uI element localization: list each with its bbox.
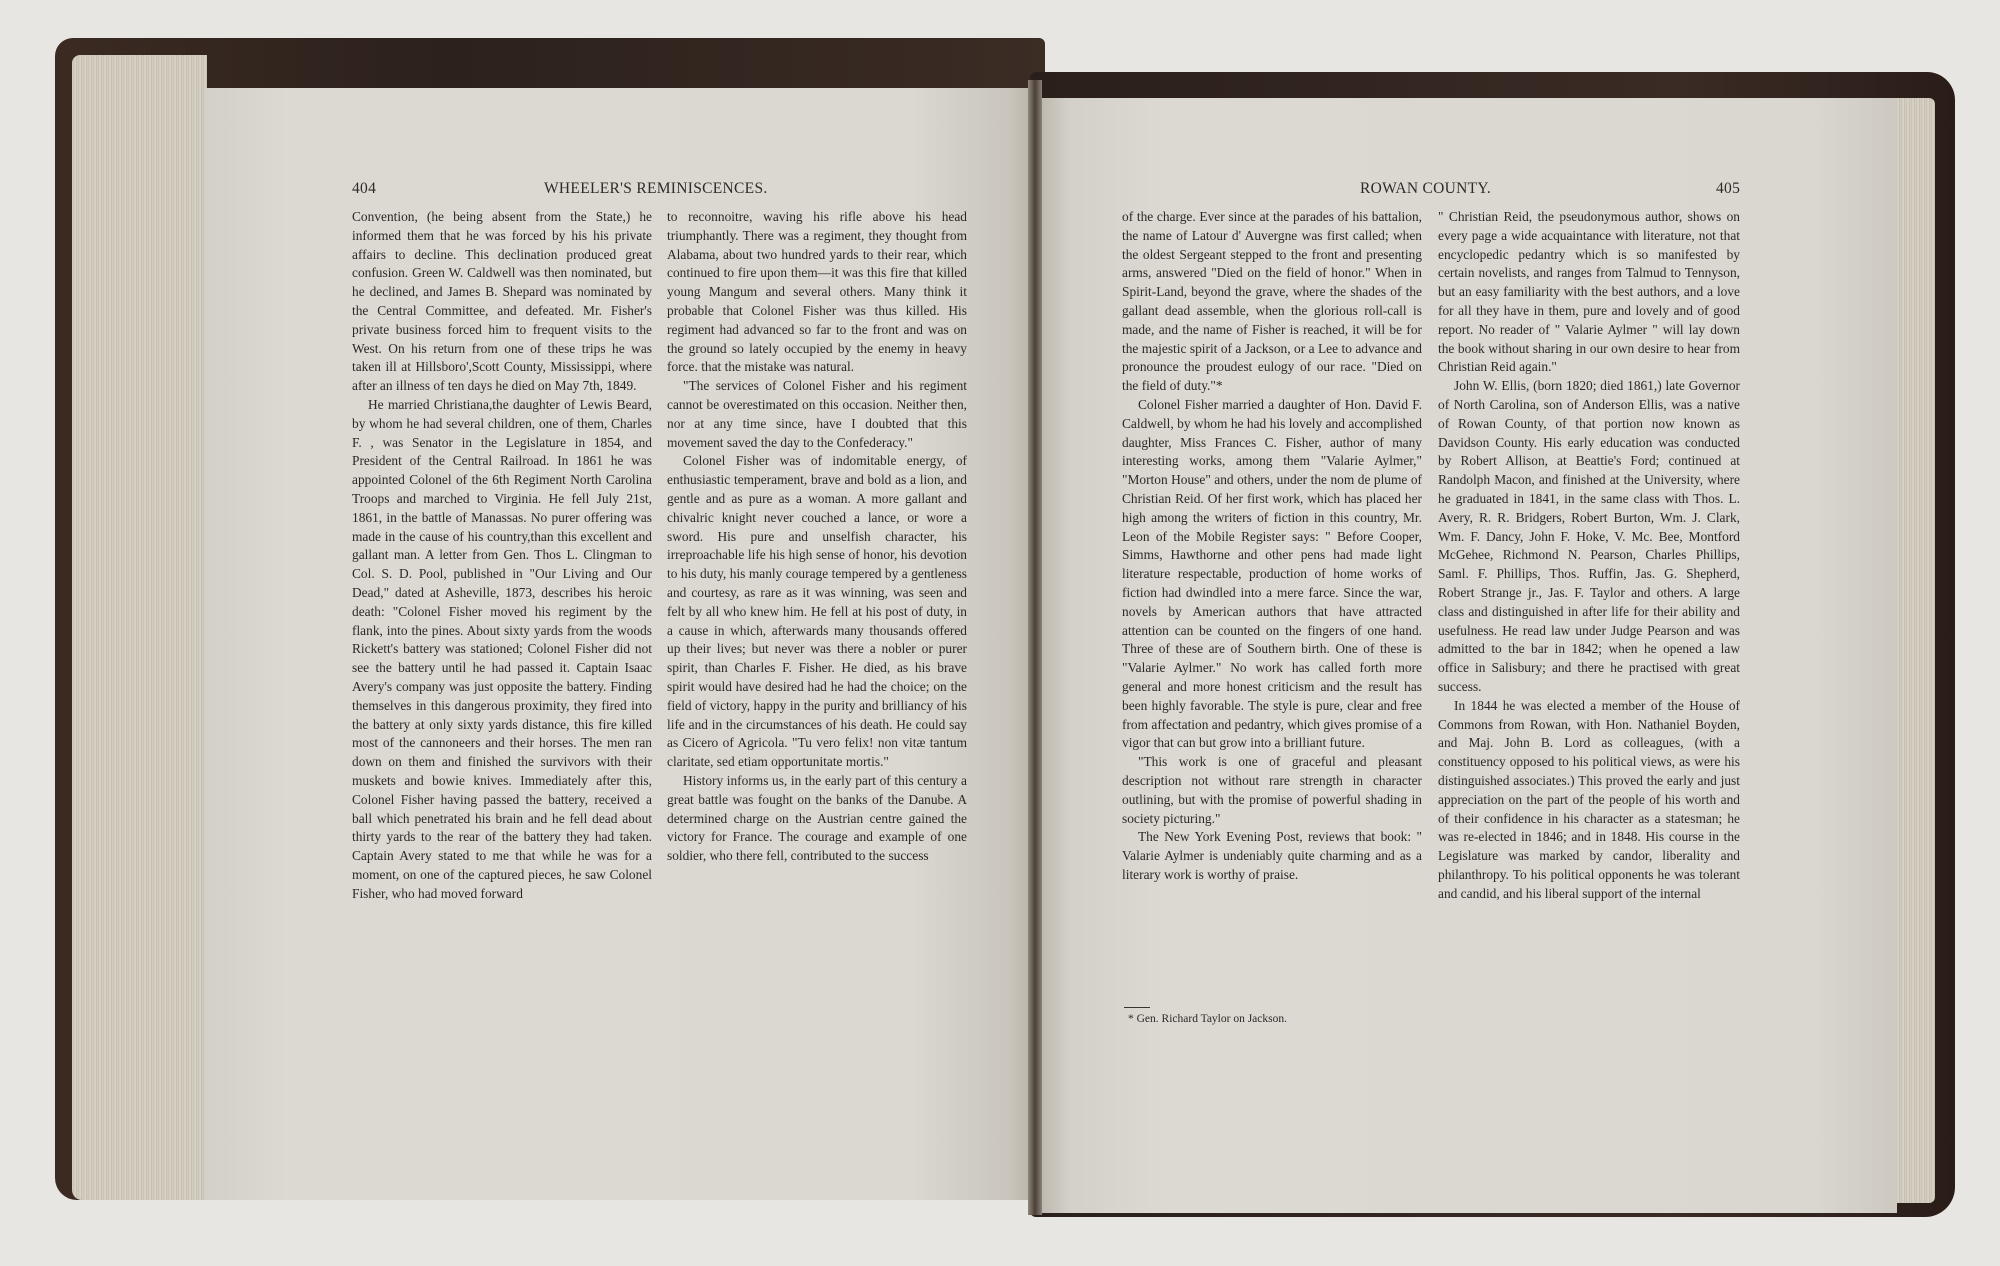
footnote-rule: [1124, 1007, 1150, 1008]
right-page-column-2: [1438, 208, 1740, 903]
book-gutter: [1028, 80, 1042, 1215]
left-page-column-2: [667, 208, 967, 866]
right-running-head: ROWAN COUNTY.: [1360, 180, 1492, 197]
paragraph: Convention, (he being absent from the State,) he informed them that he was forced by his his private affairs to decline. This declination produced great confusion. Green W. Caldwell was then nominated, but he declined, and James B. Shepard was nominated by the Central Committee, and defeated. Mr. Fisher's private business forced him to frequent visits to the West. On his return from one of these trips he was taken ill at Hillsboro',Scott County, Mississippi, where after an illness of ten days he died on May 7th, 1849.: [352, 209, 652, 394]
paragraph: "The services of Colonel Fisher and his regiment cannot be overestimated on this occasion. Neither then, nor at any time since, have I doubted that this movement saved the day to the Confederacy.": [667, 378, 967, 450]
paragraph: John W. Ellis, (born 1820; died 1861,) late Governor of North Carolina, son of Anderson Ellis, was a native of Rowan County, of that portion now known as Davidson County. His early education was conducted by Robert Allison, at Beattie's Ford; continued at Randolph Macon, and finished at the University, where he graduated in 1841, in the same class with Thos. L. Avery, R. R. Bridgers, Robert Burton, Wm. J. Clark, Wm. F. Dancy, John F. Hoke, V. Mc. Bee, Montford McGehee, Richmond N. Pearson, Charles Phillips, Saml. F. Phillips, Thos. Ruffin, Jas. G. Shepherd, Robert Strange jr., Jas. F. Taylor and others. A large class and distinguished in after life for their ability and usefulness. He read law under Judge Pearson and was admitted to the bar in 1842; when he opened a law office in Salisbury; and there he practised with great success.: [1438, 378, 1740, 694]
paragraph: "This work is one of graceful and pleasant description not without rare strength in character outlining, but with the promise of powerful shading in society picturing.": [1122, 754, 1422, 826]
paragraph: Colonel Fisher was of indomitable energy, of enthusiastic temperament, brave and bold as a lion, and gentle and as pure as a woman. A more gallant and chivalric knight never couched a lance, or wore a sword. His pure and unselfish character, his irreproachable life his high sense of honor, his devotion to his duty, his manly courage tempered by a gentleness and courtesy, as rare as it was winning, was seen and felt by all who knew him. He fell at his post of duty, in a cause in which, afterwards many thousands offered up their lives; but never was there a nobler or purer spirit, than Charles F. Fisher. He died, as his brave spirit would have desired had he had the choice; on the field of victory, happy in the purity and brilliancy of his life and in the circumstances of his death. He could say as Cicero of Agricola. "Tu vero felix! non vitæ tantum claritate, sed etiam opportunitate mortis.": [667, 453, 967, 770]
paragraph: " Christian Reid, the pseudonymous author, shows on every page a wide acquaintance with literature, not that encyclopedic pedantry which is so manifested by certain novelists, and ranges from Talmud to Tennyson, but an easy familiarity with the best authors, and a love for all they have in them, pure and lovely and of good report. No reader of " Valarie Aylmer " will lay down the book without sharing in our own desire to hear from Christian Reid again.": [1438, 209, 1740, 375]
footnote: * Gen. Richard Taylor on Jackson.: [1128, 1013, 1287, 1025]
paragraph: to reconnoitre, waving his rifle above his head triumphantly. There was a regiment, they thought from Alabama, about two hundred yards to their rear, which continued to fire upon them—it was this fire that killed young Mangum and several others. Many think it probable that Colonel Fisher was thus killed. His regiment had advanced so far to the front and was on the ground so lately occupied by the enemy in heavy force. that the mistake was natural.: [667, 209, 967, 375]
page-edges-left: [72, 55, 207, 1200]
paragraph: of the charge. Ever since at the parades of his battalion, the name of Latour d' Auvergne was first called; when the oldest Sergeant stepped to the front and presenting arms, answered "Died on the field of honor." When in Spirit-Land, beyond the grave, where the shades of the gallant dead assemble, when the glorious roll-call is made, and the name of Fisher is reached, it will be for the majestic spirit of a Jackson, or a Lee to advance and pronounce the proudest eulogy of our race. "Died on the field of duty."*: [1122, 209, 1422, 394]
left-running-head: WHEELER'S REMINISCENCES.: [544, 180, 768, 197]
right-page-number: 405: [1716, 180, 1741, 197]
paragraph: Colonel Fisher married a daughter of Hon. David F. Caldwell, by whom he had his lovely and accomplished daughter, Miss Frances C. Fisher, author of many interesting works, among them "Valarie Aylmer," "Morton House" and others, under the nom de plume of Christian Reid. Of her first work, which has placed her high among the writers of fiction in this country, Mr. Leon of the Mobile Register says: " Before Cooper, Simms, Hawthorne and other pens had made light literature respectable, production of home works of fiction had dwindled into a mere farce. Since the war, novels by American authors that have attracted attention can be counted on the fingers of one hand. Three of these are of Southern birth. One of these is "Valarie Aylmer." No work has called forth more general and more honest criticism and the result has been highly favorable. The style is pure, clear and free from affectation and pedantry, which gives promise of a vigor that can but grow into a brilliant future.: [1122, 396, 1422, 751]
left-page-column-1: [352, 208, 652, 903]
left-page-number: 404: [352, 180, 377, 197]
paragraph: In 1844 he was elected a member of the House of Commons from Rowan, with Hon. Nathaniel Boyden, and Maj. John B. Lord as colleagues, (with a constituency opposed to his political views, as were his distinguished associates.) This proved the early and just appreciation on the part of the people of his worth and of their confidence in his character as a statesman; he was re-elected in 1846; and in 1848. His course in the Legislature was marked by candor, liberality and philanthropy. To his political opponents he was tolerant and candid, and his liberal support of the internal: [1438, 697, 1740, 901]
paragraph: History informs us, in the early part of this century a great battle was fought on the banks of the Danube. A determined charge on the Austrian centre gained the victory for France. The courage and example of one soldier, who there fell, contributed to the success: [667, 772, 967, 864]
right-page-column-1: [1122, 208, 1422, 885]
paragraph: The New York Evening Post, reviews that book: " Valarie Aylmer is undeniably quite charming and as a literary work is worthy of praise.: [1122, 829, 1422, 882]
paragraph: He married Christiana,the daughter of Lewis Beard, by whom he had several children, one of them, Charles F. , was Senator in the Legislature in 1854, and President of the Central Railroad. In 1861 he was appointed Colonel of the 6th Regiment North Carolina Troops and marched to Virginia. He fell July 21st, 1861, in the battle of Manassas. No purer offering was made in the cause of his country,than this excellent and gallant man. A letter from Gen. Thos L. Clingman to Col. S. D. Pool, published in "Our Living and Our Dead," dated at Asheville, 1873, describes his heroic death: "Colonel Fisher moved his regiment by the flank, into the pines. About sixty yards from the woods Rickett's battery was stationed; Colonel Fisher did not see the battery until he had passed it. Captain Isaac Avery's company was just opposite the battery. Finding themselves in this dangerous proximity, they fired into the battery at only sixty yards distance, this fire killed most of the cannoneers and their horses. The men ran down on them and finished the survivors with their muskets and bowie knives. Immediately after this, Colonel Fisher having passed the battery, received a ball which penetrated his brain and he fell dead about thirty yards to the rear of the battery they had taken. Captain Avery stated to me that while he was for a moment, on one of the captured pieces, he saw Colonel Fisher, who had moved forward: [352, 396, 652, 901]
